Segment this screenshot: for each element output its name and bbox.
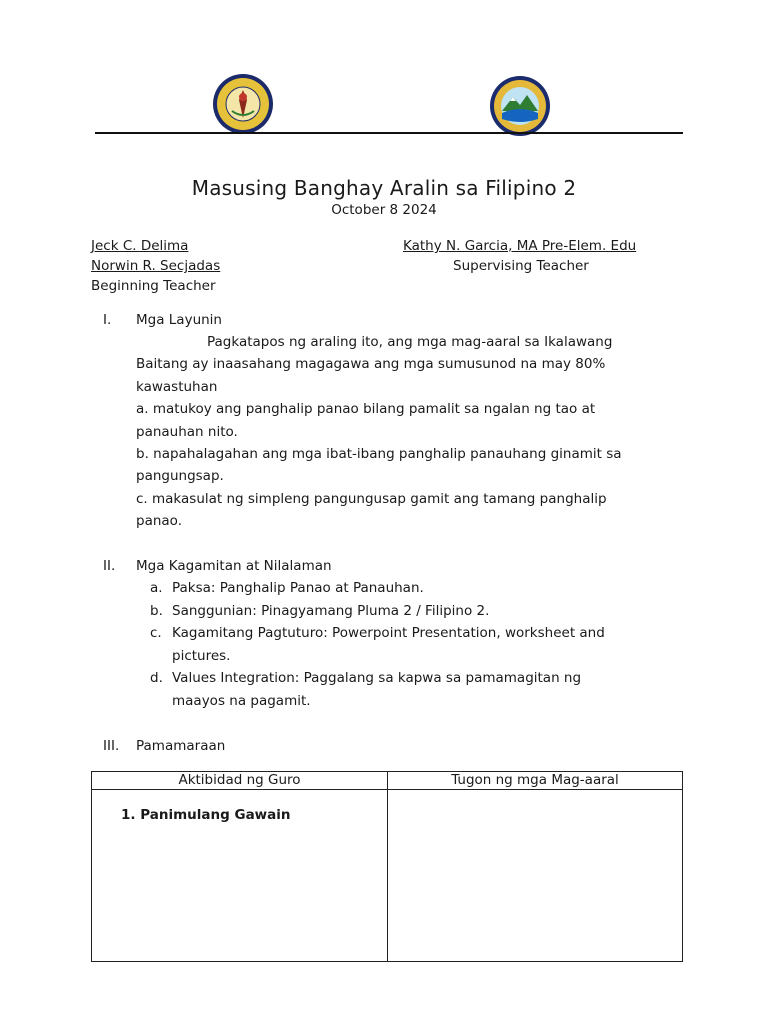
objective-line: panao. — [136, 513, 182, 529]
header-divider — [95, 132, 683, 134]
objective-line: Baitang ay inaasahang magagawa ang mga sumusunod na may 80% — [136, 356, 606, 372]
document-title: Masusing Banghay Aralin sa Filipino 2 — [191, 176, 577, 200]
supervisor-name: Kathy N. Garcia, MA Pre-Elem. Edu — [403, 238, 637, 254]
list-marker: d. — [150, 670, 163, 686]
list-item: Kagamitang Pagtuturo: Powerpoint Presentation, worksheet and — [172, 625, 605, 641]
objective-line: kawastuhan — [136, 379, 218, 395]
section-3-numeral: III. — [103, 738, 120, 754]
section-1-numeral: I. — [103, 312, 112, 328]
list-marker: b. — [150, 603, 163, 619]
section-3-heading: Pamamaraan — [136, 738, 226, 754]
table-header-teacher: Aktibidad ng Guro — [92, 772, 388, 790]
objective-line: panauhan nito. — [136, 424, 238, 440]
table-header-students: Tugon ng mga Mag-aaral — [388, 772, 683, 790]
objective-line: c. makasulat ng simpleng pangungusap gamit ang tamang panghalip — [136, 491, 607, 507]
teacher-role: Beginning Teacher — [91, 278, 216, 294]
list-item: Values Integration: Paggalang sa kapwa sa pamamagitan ng — [172, 670, 582, 686]
list-item: Paksa: Panghalip Panao at Panauhan. — [172, 580, 424, 596]
list-item-continuation: maayos na pagamit. — [172, 693, 311, 709]
list-marker: a. — [150, 580, 163, 596]
teacher-name-2: Norwin R. Secjadas — [91, 258, 221, 274]
objective-line: a. matukoy ang panghalip panao bilang pamalit sa ngalan ng tao at — [136, 401, 596, 417]
university-seal-logo — [212, 73, 274, 135]
table-cell-response — [388, 790, 683, 962]
activity-table — [91, 771, 683, 962]
table-header-row — [92, 772, 683, 790]
objective-line: pangungsap. — [136, 468, 224, 484]
table-row — [92, 790, 683, 962]
table-cell-activity: 1. Panimulang Gawain — [92, 790, 388, 962]
list-item: Sanggunian: Pinagyamang Pluma 2 / Filipino 2. — [172, 603, 490, 619]
section-1-heading: Mga Layunin — [136, 312, 222, 328]
section-2-heading: Mga Kagamitan at Nilalaman — [136, 558, 332, 574]
teacher-name-1: Jeck C. Delima — [91, 238, 189, 254]
document-date: October 8 2024 — [331, 202, 437, 218]
objective-line: Pagkatapos ng araling ito, ang mga mag-aaral sa Ikalawang — [207, 334, 613, 350]
section-2-numeral: II. — [103, 558, 116, 574]
list-item-continuation: pictures. — [172, 648, 231, 664]
list-marker: c. — [150, 625, 162, 641]
college-seal-logo — [489, 75, 551, 137]
objective-line: b. napahalagahan ang mga ibat-ibang panghalip panauhang ginamit sa — [136, 446, 622, 462]
supervisor-role: Supervising Teacher — [453, 258, 589, 274]
